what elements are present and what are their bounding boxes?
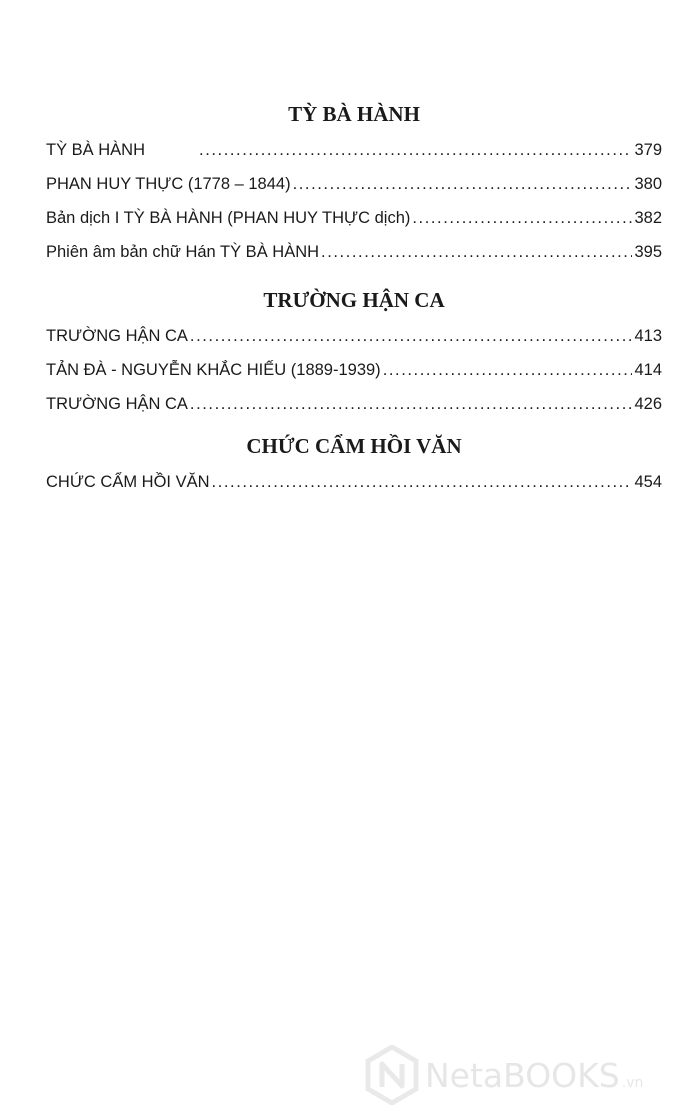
toc-leader-dots bbox=[199, 133, 632, 167]
toc-entry-page: 395 bbox=[634, 243, 662, 261]
toc-leader-dots bbox=[190, 387, 633, 421]
netabooks-logo-icon bbox=[365, 1045, 419, 1105]
toc-entry[interactable] bbox=[46, 167, 662, 201]
toc-leader-dots bbox=[383, 353, 633, 387]
toc-entry[interactable] bbox=[46, 353, 662, 387]
toc-leader-dots bbox=[212, 465, 633, 499]
toc-leader-dots bbox=[190, 319, 633, 353]
toc-entry-page: 426 bbox=[634, 395, 662, 413]
toc-entry[interactable] bbox=[46, 387, 662, 421]
watermark-tld: .vn bbox=[621, 1075, 644, 1091]
toc-entry-label: TỲ BÀ HÀNH bbox=[46, 141, 146, 159]
section-title: TỲ BÀ HÀNH bbox=[288, 102, 420, 126]
toc-entry-page: 380 bbox=[634, 175, 662, 193]
toc-leader-dots bbox=[293, 167, 633, 201]
toc-section-chuc-cam-hoi-van bbox=[46, 433, 662, 499]
toc-entry-page: 413 bbox=[634, 327, 662, 345]
netabooks-watermark bbox=[365, 1045, 700, 1105]
section-title: TRƯỜNG HẬN CA bbox=[263, 288, 445, 312]
toc-entry-label: PHAN HUY THỰC (1778 – 1844) bbox=[46, 175, 291, 193]
toc-entry-label: Phiên âm bản chữ Hán TỲ BÀ HÀNH bbox=[46, 243, 320, 261]
toc-entry[interactable] bbox=[46, 465, 662, 499]
toc-entry-label: TẢN ĐÀ - NGUYỄN KHẮC HIẾU (1889-1939) bbox=[46, 361, 381, 379]
section-title: CHỨC CẨM HỒI VĂN bbox=[246, 434, 462, 458]
toc-entry-label: Bản dịch I TỲ BÀ HÀNH (PHAN HUY THỰC dịch) bbox=[46, 209, 411, 227]
toc-entry-page: 454 bbox=[634, 473, 662, 491]
toc-section-truong-han-ca bbox=[46, 287, 662, 421]
toc-entry[interactable] bbox=[46, 319, 662, 353]
toc-entry-label: CHỨC CẨM HỒI VĂN bbox=[46, 473, 210, 491]
toc-entry-page: 379 bbox=[634, 141, 662, 159]
watermark-brand: NetaBOOKS bbox=[425, 1055, 620, 1095]
toc-entry-page: 382 bbox=[634, 209, 662, 227]
toc-entry-label: TRƯỜNG HẬN CA bbox=[46, 327, 188, 345]
toc-entry[interactable] bbox=[46, 201, 662, 235]
toc-entry-label: TRƯỜNG HẬN CA bbox=[46, 395, 188, 413]
toc-entry[interactable] bbox=[46, 133, 662, 167]
toc-leader-dots bbox=[321, 235, 632, 269]
toc-entry-page: 414 bbox=[634, 361, 662, 379]
toc-entry[interactable] bbox=[46, 235, 662, 269]
toc-section-ty-ba-hanh bbox=[46, 101, 662, 269]
toc-leader-dots bbox=[412, 201, 632, 235]
